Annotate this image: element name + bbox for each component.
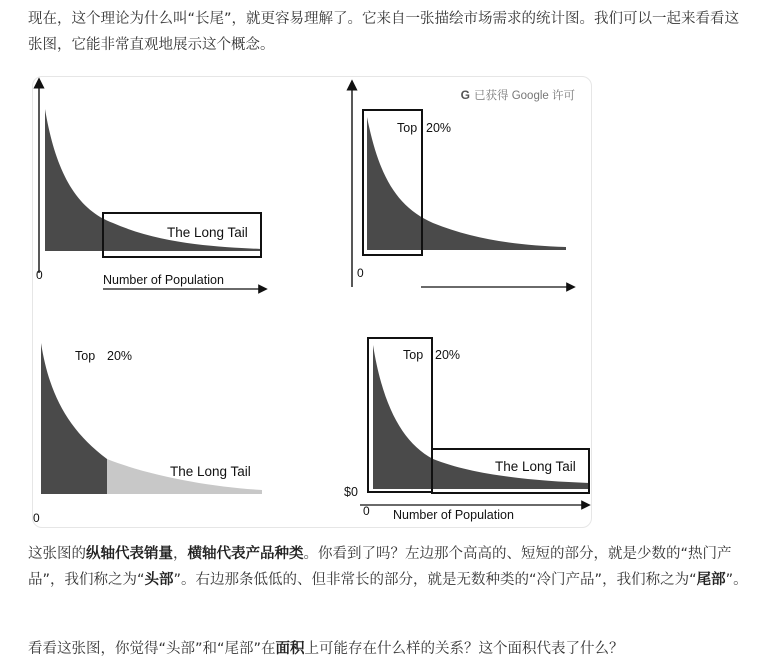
paragraph-text: 上可能存在什么样的关系？这个面积代表了什么？ xyxy=(304,641,624,657)
explanation-paragraph xyxy=(28,541,750,593)
google-g-icon: G xyxy=(460,88,471,102)
paragraph-text: 看看这张图，你觉得“头部”和“尾部”在 xyxy=(28,641,276,657)
origin-zero-label: 0 xyxy=(363,504,370,518)
paragraph-text: 这张图的 xyxy=(28,546,86,562)
panel-bottom-left xyxy=(33,343,262,525)
x-axis-label: Number of Population xyxy=(393,508,514,522)
emphasis-text: 头部 xyxy=(144,572,174,588)
question-paragraph xyxy=(28,636,750,662)
intro-paragraph: 现在，这个理论为什么叫“长尾”，就更容易理解了。它来自一张描绘市场需求的统计图。我们可以一起来看看这张图，它能非常直观地展示这个概念。 xyxy=(28,11,740,53)
top-percent-label: 20% xyxy=(107,349,133,363)
paragraph-text: ， xyxy=(173,546,188,562)
demand-curve-area xyxy=(367,117,566,250)
dollar-zero-label: $0 xyxy=(344,485,358,499)
panel-top-right xyxy=(352,85,571,287)
credit-text: 已获得 Google 许可 xyxy=(474,90,575,102)
long-tail-label: The Long Tail xyxy=(170,464,251,479)
panel-top-left xyxy=(36,83,263,289)
head-area xyxy=(41,343,107,494)
long-tail-figure xyxy=(32,76,592,528)
long-tail-charts xyxy=(33,77,591,527)
x-axis-label: Number of Population xyxy=(103,273,224,287)
origin-zero-label: 0 xyxy=(36,268,43,282)
top-label: Top xyxy=(403,348,424,362)
emphasis-text: 尾部 xyxy=(696,572,726,588)
top-percent-label: 20% xyxy=(426,121,452,135)
long-tail-label: The Long Tail xyxy=(167,225,248,240)
top-label: Top xyxy=(397,121,418,135)
paragraph-text: 。你看到了吗？左边那个高高的、短短的部分，就是少数的“热门产品”，我们称之为“ xyxy=(28,546,732,588)
emphasis-text: 面积 xyxy=(275,641,305,657)
top-label: Top xyxy=(75,349,96,363)
origin-zero-label: 0 xyxy=(357,266,364,280)
emphasis-text: 横轴代表产品种类 xyxy=(187,546,304,562)
paragraph-text: ”。右边那条低低的、但非常长的部分，就是无数种类的“冷门产品”，我们称之为“ xyxy=(173,572,697,588)
long-tail-label: The Long Tail xyxy=(495,459,576,474)
emphasis-text: 纵轴代表销量 xyxy=(86,546,173,562)
top-percent-label: 20% xyxy=(435,348,461,362)
panel-bottom-right xyxy=(344,338,589,522)
origin-zero-label: 0 xyxy=(33,511,40,525)
paragraph-text: ”。 xyxy=(725,572,748,588)
